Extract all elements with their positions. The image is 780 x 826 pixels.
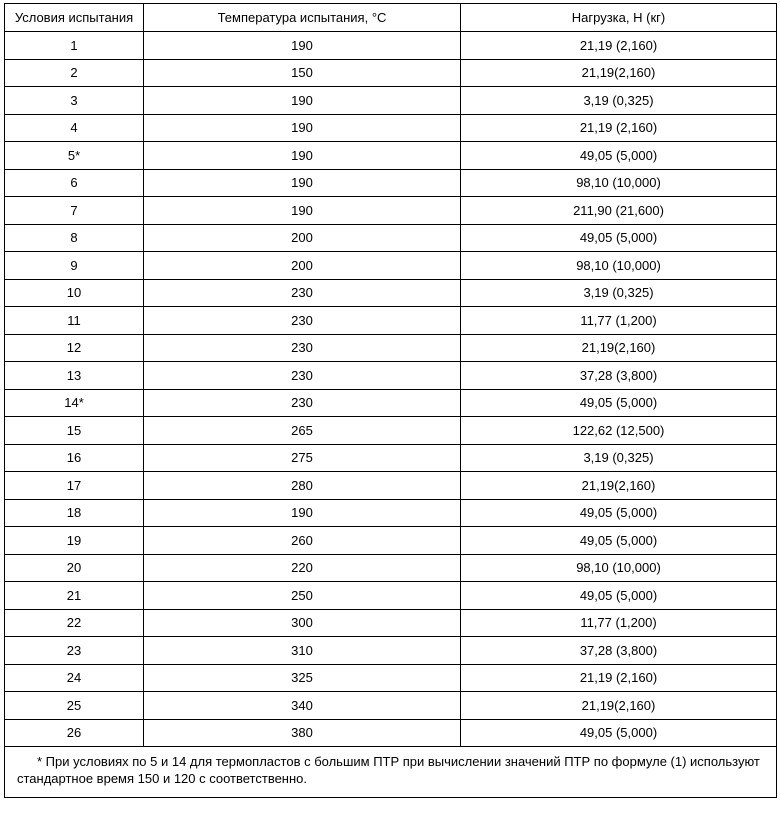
cell-condition-number: 5*	[5, 142, 144, 170]
table-row	[5, 142, 777, 170]
cell-temperature: 340	[144, 692, 461, 720]
footnote	[5, 747, 777, 798]
cell-condition-number: 16	[5, 444, 144, 472]
cell-temperature: 310	[144, 637, 461, 665]
cell-load: 49,05 (5,000)	[461, 142, 777, 170]
cell-condition-number: 6	[5, 169, 144, 197]
cell-temperature: 190	[144, 87, 461, 115]
cell-temperature: 150	[144, 59, 461, 87]
table-row	[5, 197, 777, 225]
cell-temperature: 190	[144, 114, 461, 142]
table-row	[5, 114, 777, 142]
cell-condition-number: 12	[5, 334, 144, 362]
cell-condition-number: 13	[5, 362, 144, 390]
cell-load: 11,77 (1,200)	[461, 307, 777, 335]
cell-condition-number: 1	[5, 32, 144, 60]
cell-condition-number: 9	[5, 252, 144, 280]
cell-load: 21,19 (2,160)	[461, 664, 777, 692]
table-row	[5, 417, 777, 445]
table-row	[5, 362, 777, 390]
cell-load: 3,19 (0,325)	[461, 87, 777, 115]
cell-load: 21,19(2,160)	[461, 59, 777, 87]
cell-temperature: 250	[144, 582, 461, 610]
cell-load: 49,05 (5,000)	[461, 582, 777, 610]
table-body	[5, 32, 777, 747]
cell-temperature: 230	[144, 307, 461, 335]
table-row	[5, 444, 777, 472]
cell-load: 49,05 (5,000)	[461, 499, 777, 527]
table-row	[5, 59, 777, 87]
table-row	[5, 307, 777, 335]
cell-load: 49,05 (5,000)	[461, 527, 777, 555]
cell-temperature: 230	[144, 362, 461, 390]
cell-temperature: 190	[144, 197, 461, 225]
cell-load: 3,19 (0,325)	[461, 279, 777, 307]
cell-load: 21,19 (2,160)	[461, 32, 777, 60]
cell-load: 21,19 (2,160)	[461, 114, 777, 142]
table-row	[5, 87, 777, 115]
cell-load: 11,77 (1,200)	[461, 609, 777, 637]
cell-temperature: 190	[144, 499, 461, 527]
cell-temperature: 275	[144, 444, 461, 472]
table-row	[5, 554, 777, 582]
header-load: Нагрузка, Н (кг)	[461, 4, 777, 32]
cell-temperature: 230	[144, 334, 461, 362]
table-row	[5, 719, 777, 747]
cell-temperature: 300	[144, 609, 461, 637]
cell-temperature: 190	[144, 32, 461, 60]
cell-condition-number: 25	[5, 692, 144, 720]
table-row	[5, 334, 777, 362]
table-row	[5, 527, 777, 555]
table-row	[5, 224, 777, 252]
cell-temperature: 325	[144, 664, 461, 692]
cell-condition-number: 21	[5, 582, 144, 610]
cell-load: 21,19(2,160)	[461, 692, 777, 720]
cell-temperature: 230	[144, 389, 461, 417]
cell-load: 49,05 (5,000)	[461, 389, 777, 417]
cell-condition-number: 2	[5, 59, 144, 87]
cell-condition-number: 4	[5, 114, 144, 142]
table-row	[5, 472, 777, 500]
test-conditions-table	[4, 3, 777, 798]
header-test-temperature: Температура испытания, °С	[144, 4, 461, 32]
cell-load: 211,90 (21,600)	[461, 197, 777, 225]
cell-temperature: 190	[144, 142, 461, 170]
table-row	[5, 692, 777, 720]
footnote-text: * При условиях по 5 и 14 для термопластов с большим ПТР при вычислении значений ПТР по формуле (1) используют стандартное время 150 и 120 с соответственно.	[17, 754, 760, 786]
cell-temperature: 220	[144, 554, 461, 582]
cell-temperature: 280	[144, 472, 461, 500]
cell-load: 21,19(2,160)	[461, 472, 777, 500]
cell-temperature: 200	[144, 252, 461, 280]
cell-load: 37,28 (3,800)	[461, 637, 777, 665]
cell-load: 122,62 (12,500)	[461, 417, 777, 445]
cell-condition-number: 20	[5, 554, 144, 582]
cell-temperature: 380	[144, 719, 461, 747]
table-row	[5, 664, 777, 692]
cell-condition-number: 17	[5, 472, 144, 500]
cell-load: 21,19(2,160)	[461, 334, 777, 362]
table-row	[5, 169, 777, 197]
cell-condition-number: 8	[5, 224, 144, 252]
cell-condition-number: 23	[5, 637, 144, 665]
cell-condition-number: 26	[5, 719, 144, 747]
table-row	[5, 389, 777, 417]
cell-condition-number: 22	[5, 609, 144, 637]
table-row	[5, 279, 777, 307]
cell-temperature: 190	[144, 169, 461, 197]
cell-condition-number: 14*	[5, 389, 144, 417]
test-conditions-table-wrapper	[4, 3, 776, 798]
cell-load: 37,28 (3,800)	[461, 362, 777, 390]
cell-load: 49,05 (5,000)	[461, 719, 777, 747]
footnote-row	[5, 747, 777, 798]
cell-load: 98,10 (10,000)	[461, 252, 777, 280]
cell-temperature: 260	[144, 527, 461, 555]
cell-condition-number: 7	[5, 197, 144, 225]
table-header-row	[5, 4, 777, 32]
cell-temperature: 230	[144, 279, 461, 307]
table-row	[5, 637, 777, 665]
cell-condition-number: 19	[5, 527, 144, 555]
table-row	[5, 582, 777, 610]
cell-load: 98,10 (10,000)	[461, 554, 777, 582]
table-row	[5, 252, 777, 280]
cell-load: 3,19 (0,325)	[461, 444, 777, 472]
cell-load: 49,05 (5,000)	[461, 224, 777, 252]
cell-load: 98,10 (10,000)	[461, 169, 777, 197]
cell-condition-number: 24	[5, 664, 144, 692]
cell-condition-number: 18	[5, 499, 144, 527]
cell-temperature: 265	[144, 417, 461, 445]
table-row	[5, 499, 777, 527]
cell-condition-number: 10	[5, 279, 144, 307]
header-test-condition: Условия испытания	[5, 4, 144, 32]
cell-temperature: 200	[144, 224, 461, 252]
cell-condition-number: 3	[5, 87, 144, 115]
table-row	[5, 32, 777, 60]
cell-condition-number: 11	[5, 307, 144, 335]
cell-condition-number: 15	[5, 417, 144, 445]
table-row	[5, 609, 777, 637]
